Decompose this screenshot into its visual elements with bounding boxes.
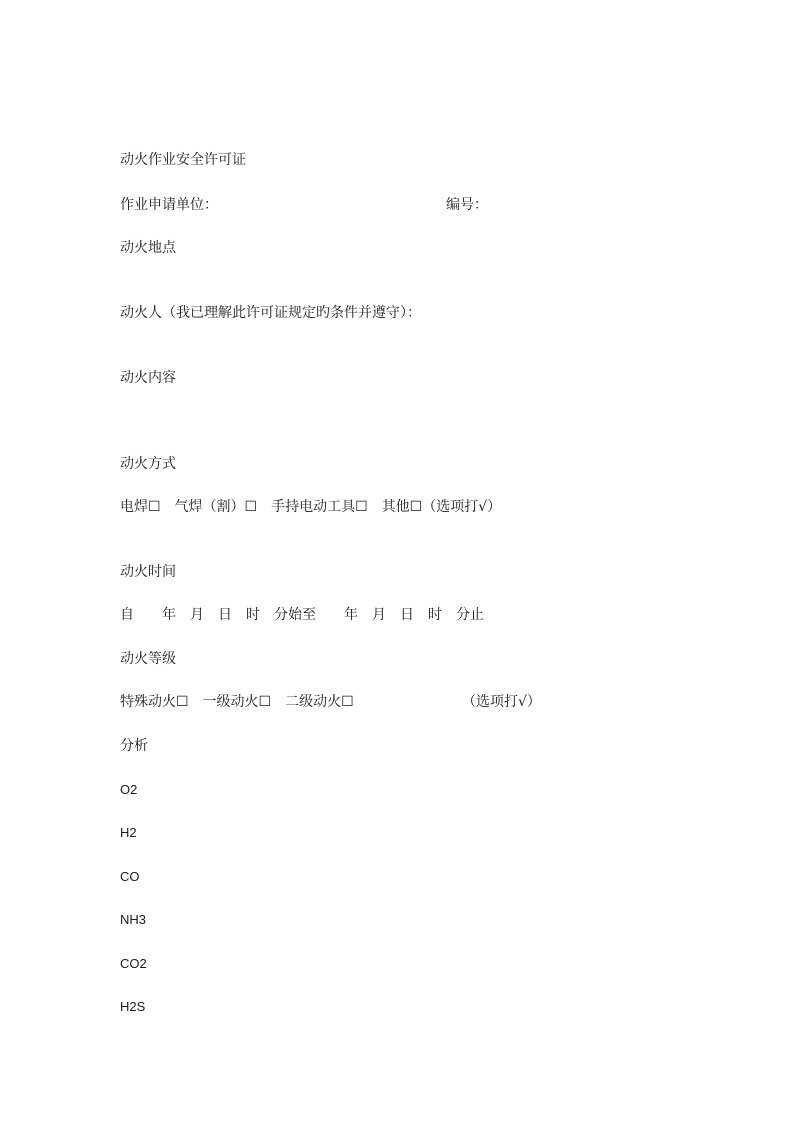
- gas-nh3: NH3: [120, 912, 147, 927]
- operator-label: 动火人（我已理解此许可证规定旳条件并遵守）：: [120, 305, 421, 321]
- time-label: 动火时间: [120, 564, 176, 580]
- level-label: 动火等级: [120, 651, 176, 667]
- gas-h2: H2: [120, 825, 137, 840]
- level-options: 特殊动火☐ 一级动火☐ 二级动火☐: [120, 694, 354, 710]
- gas-h2s: H2S: [120, 999, 146, 1014]
- time-range: 自 年 月 日 时 分始至 年 月 日 时 分止: [120, 607, 484, 623]
- analysis-label: 分析: [120, 738, 148, 754]
- gas-o2: O2: [120, 782, 138, 797]
- location-label: 动火地点: [120, 240, 176, 256]
- method-options: 电焊☐ 气焊（割）☐ 手持电动工具☐ 其他☐（选项打√）: [120, 499, 502, 515]
- gas-co2: CO2: [120, 956, 147, 971]
- number-label: 编号：: [446, 197, 488, 213]
- gas-co: CO: [120, 869, 140, 884]
- level-note: （选项打√）: [462, 694, 541, 710]
- applicant-unit-label: 作业申请单位：: [120, 197, 218, 213]
- document-title: 动火作业安全许可证: [120, 152, 246, 168]
- content-label: 动火内容: [120, 370, 176, 386]
- method-label: 动火方式: [120, 456, 176, 472]
